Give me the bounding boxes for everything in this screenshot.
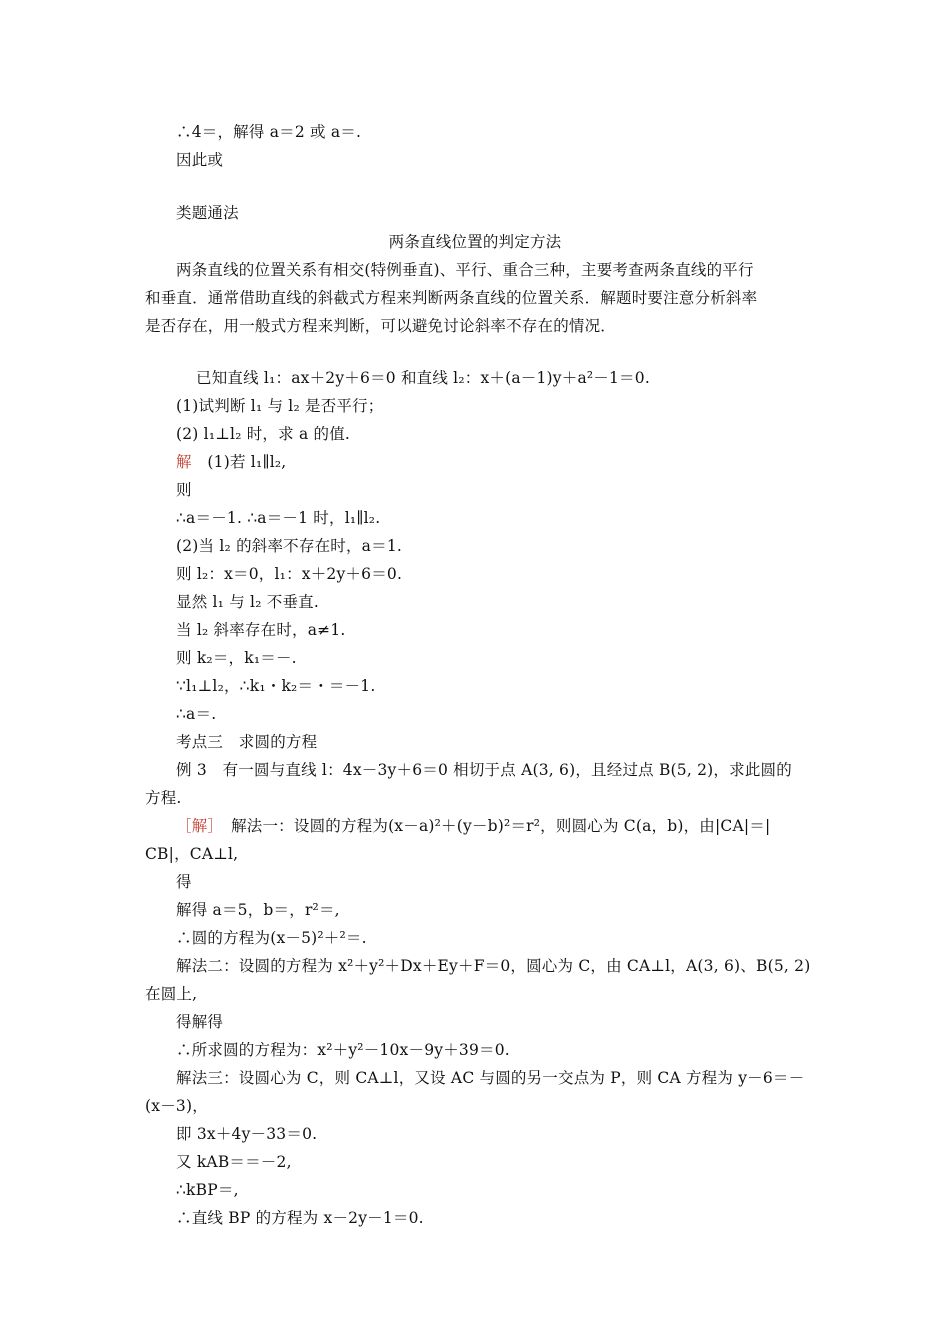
text-line — [176, 956, 810, 976]
solution-marker: 解 — [176, 453, 192, 471]
text-line — [176, 592, 319, 612]
line-text: ∴所求圆的方程为：x²＋y²－10x－9y＋39＝0. — [176, 1041, 510, 1059]
line-text: 因此或 — [176, 151, 224, 169]
text-line — [176, 900, 340, 920]
text-line — [176, 760, 792, 780]
line-text: 解法三：设圆心为 C，则 CA⊥l，又设 AC 与圆的另一交点为 P，则 CA 方程为 y－6＝－ — [176, 1069, 805, 1087]
line-text: 则 k₂＝，k₁＝－. — [176, 649, 297, 667]
text-line — [176, 203, 239, 223]
line-text: 方程. — [145, 789, 182, 807]
text-line — [176, 536, 402, 556]
line-text: (2) l₁⊥l₂ 时，求 a 的值. — [176, 425, 351, 443]
line-text: ∴a＝. — [176, 705, 217, 723]
line-text: 得 — [176, 873, 192, 891]
text-line — [176, 816, 770, 836]
text-line — [176, 648, 297, 668]
line-text: 考点三 求圆的方程 — [176, 733, 318, 751]
text-line — [176, 122, 361, 142]
line-text: (1)试判断 l₁ 与 l₂ 是否平行； — [176, 397, 384, 415]
text-line — [145, 788, 182, 808]
text-line — [145, 844, 238, 864]
line-text: 即 3x＋4y－33＝0. — [176, 1125, 318, 1143]
line-text: ∴4＝，解得 a＝2 或 a＝. — [176, 123, 362, 141]
line-text: ∴圆的方程为(x－5)²＋²＝. — [176, 929, 367, 947]
line-text: ∴直线 BP 的方程为 x－2y－1＝0. — [176, 1209, 424, 1227]
line-text: CB|，CA⊥l, — [145, 845, 239, 863]
text-line — [176, 368, 650, 388]
text-line — [176, 928, 367, 948]
line-text: 已知直线 l₁：ax＋2y＋6＝0 和直线 l₂：x＋(a－1)y＋a²－1＝0. — [196, 369, 650, 387]
line-text: 又 kAB＝＝－2, — [176, 1153, 292, 1171]
text-line — [176, 396, 384, 416]
line-text: 是否存在，用一般式方程来判断，可以避免讨论斜率不存在的情况． — [145, 317, 617, 335]
line-text: ∴kBP＝, — [176, 1181, 239, 1199]
text-line — [176, 704, 216, 724]
text-line — [176, 1068, 804, 1088]
line-text: 类题通法 — [176, 204, 239, 222]
line-text: 当 l₂ 斜率存在时，a≠1. — [176, 621, 346, 639]
text-line — [176, 1124, 317, 1144]
line-text: ∴a＝－1. ∴a＝－1 时，l₁∥l₂. — [176, 509, 381, 527]
line-text: 得解得 — [176, 1013, 224, 1031]
text-line — [0, 232, 950, 252]
line-text: 例 3 有一圆与直线 l：4x－3y＋6＝0 相切于点 A(3, 6)，且经过点 B(5, 2)，求此圆的 — [176, 761, 792, 779]
line-text: 解得 a＝5，b＝，r²＝, — [176, 901, 340, 919]
text-line — [176, 1208, 424, 1228]
text-line — [145, 984, 197, 1004]
line-text: 则 — [176, 481, 192, 499]
text-line — [176, 508, 380, 528]
line-text: 显然 l₁ 与 l₂ 不垂直. — [176, 593, 319, 611]
text-line — [145, 1096, 208, 1116]
text-line — [176, 1040, 510, 1060]
line-text: (2)当 l₂ 的斜率不存在时，a＝1. — [176, 537, 403, 555]
text-line — [145, 316, 616, 336]
text-line — [145, 288, 757, 308]
text-line — [176, 872, 192, 892]
text-line — [176, 676, 375, 696]
line-text: (x－3)， — [145, 1097, 208, 1115]
line-text: 两条直线位置的判定方法 — [388, 233, 562, 251]
text-line — [176, 452, 286, 472]
text-line — [176, 620, 346, 640]
text-line — [176, 732, 317, 752]
line-text: ∵l₁⊥l₂，∴k₁・k₂＝・＝－1. — [176, 677, 376, 695]
text-line — [176, 424, 350, 444]
text-line — [176, 1180, 239, 1200]
text-line — [176, 1152, 292, 1172]
line-text: 两条直线的位置关系有相交(特例垂直)、平行、重合三种，主要考查两条直线的平行 — [176, 261, 754, 279]
text-line — [176, 150, 223, 170]
line-text: 解法二：设圆的方程为 x²＋y²＋Dx＋Ey＋F＝0，圆心为 C，由 CA⊥l，A(3, 6)、B(5, 2) — [176, 957, 811, 975]
line-text: 和垂直．通常借助直线的斜截式方程来判断两条直线的位置关系．解题时要注意分析斜率 — [145, 289, 758, 307]
text-line — [176, 564, 402, 584]
solution-marker: ［解］ — [176, 817, 216, 835]
line-text: 在圆上, — [145, 985, 198, 1003]
line-text: 解法一：设圆的方程为(x－a)²＋(y－b)²＝r²，则圆心为 C(a，b)，由|CA|＝| — [231, 817, 771, 835]
text-line — [176, 1012, 223, 1032]
text-line — [176, 480, 192, 500]
line-text: (1)若 l₁∥l₂, — [207, 453, 287, 471]
line-text: 则 l₂：x＝0，l₁：x＋2y＋6＝0. — [176, 565, 403, 583]
text-line — [176, 260, 754, 280]
